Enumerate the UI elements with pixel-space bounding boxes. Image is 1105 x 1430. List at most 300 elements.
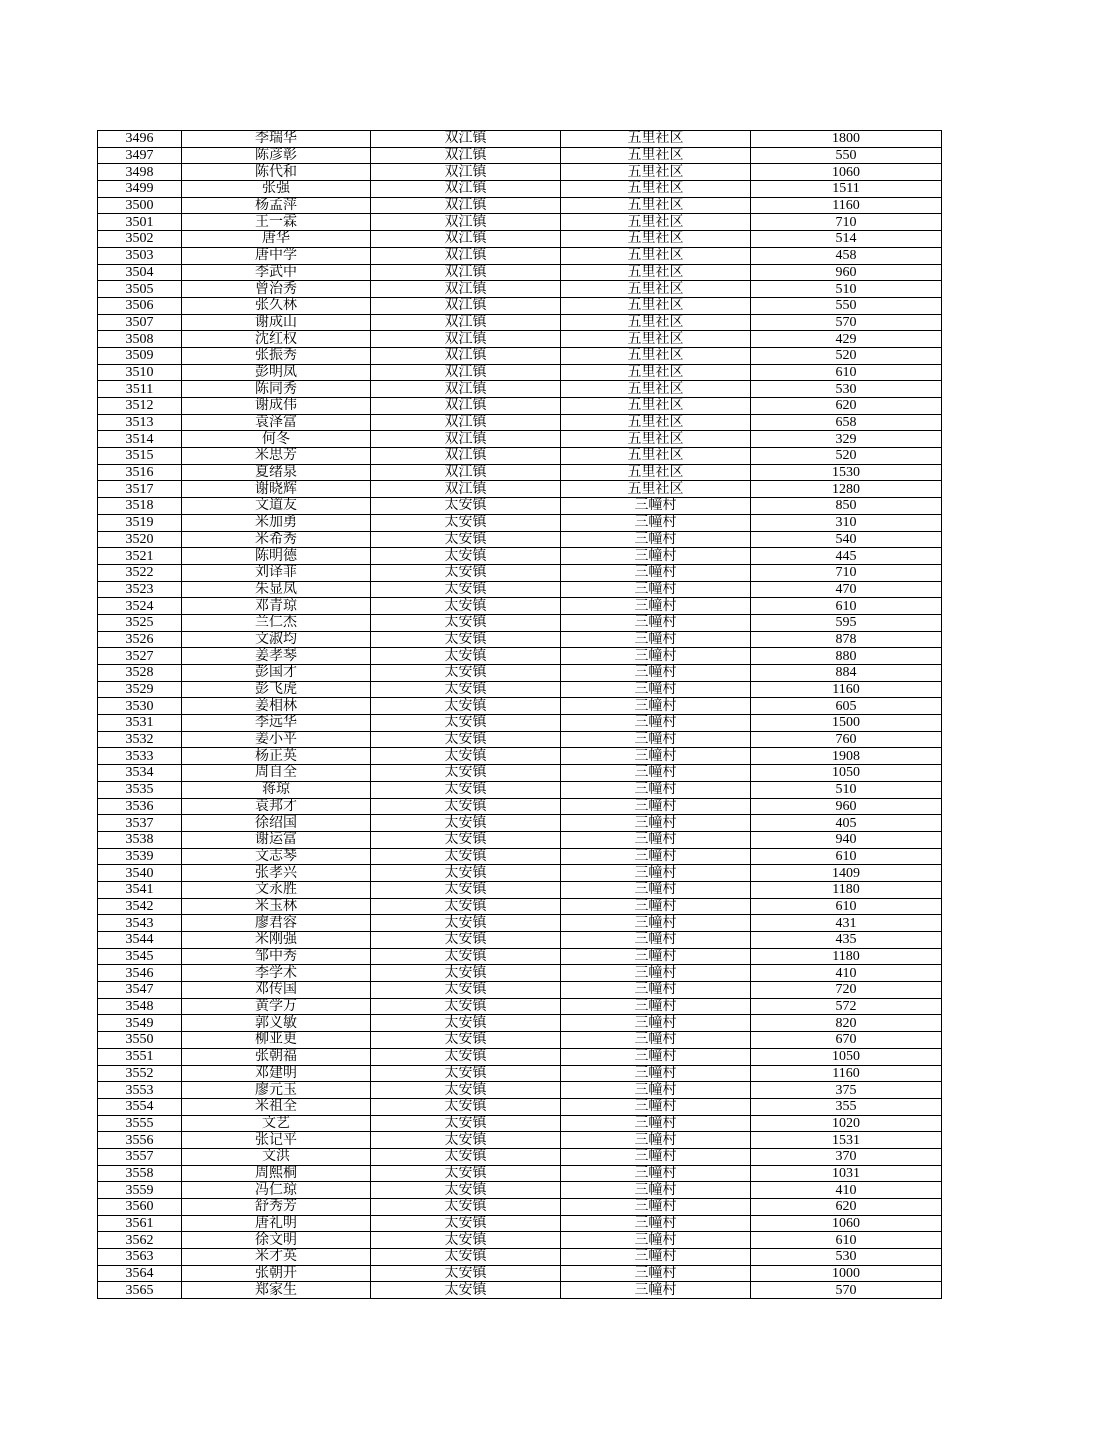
community-cell: 三幢村 <box>561 514 751 531</box>
name-cell: 张久林 <box>182 297 371 314</box>
community-cell: 五里社区 <box>561 231 751 248</box>
table-row <box>98 1249 942 1266</box>
community-cell: 三幢村 <box>561 765 751 782</box>
town-cell: 双江镇 <box>371 247 561 264</box>
amount-cell: 610 <box>751 598 942 615</box>
name-cell: 米思芳 <box>182 448 371 465</box>
amount-cell: 410 <box>751 1182 942 1199</box>
row-number-cell: 3509 <box>98 347 182 364</box>
table-row <box>98 481 942 498</box>
town-cell: 太安镇 <box>371 1032 561 1049</box>
community-cell: 五里社区 <box>561 264 751 281</box>
community-cell: 三幢村 <box>561 965 751 982</box>
community-cell: 三幢村 <box>561 932 751 949</box>
town-cell: 太安镇 <box>371 1065 561 1082</box>
table-row <box>98 798 942 815</box>
table-row <box>98 982 942 999</box>
data-table <box>97 130 942 1299</box>
row-number-cell: 3552 <box>98 1065 182 1082</box>
community-cell: 五里社区 <box>561 431 751 448</box>
table-row <box>98 598 942 615</box>
row-number-cell: 3561 <box>98 1215 182 1232</box>
community-cell: 五里社区 <box>561 364 751 381</box>
town-cell: 双江镇 <box>371 364 561 381</box>
name-cell: 唐华 <box>182 231 371 248</box>
town-cell: 太安镇 <box>371 998 561 1015</box>
row-number-cell: 3500 <box>98 197 182 214</box>
community-cell: 三幢村 <box>561 1032 751 1049</box>
town-cell: 双江镇 <box>371 197 561 214</box>
community-cell: 三幢村 <box>561 715 751 732</box>
town-cell: 太安镇 <box>371 564 561 581</box>
table-body <box>98 131 942 1299</box>
community-cell: 三幢村 <box>561 881 751 898</box>
row-number-cell: 3529 <box>98 681 182 698</box>
community-cell: 三幢村 <box>561 598 751 615</box>
community-cell: 三幢村 <box>561 498 751 515</box>
name-cell: 蒋琼 <box>182 781 371 798</box>
row-number-cell: 3527 <box>98 648 182 665</box>
town-cell: 太安镇 <box>371 898 561 915</box>
row-number-cell: 3515 <box>98 448 182 465</box>
table-row <box>98 848 942 865</box>
amount-cell: 760 <box>751 731 942 748</box>
community-cell: 三幢村 <box>561 865 751 882</box>
name-cell: 邹中秀 <box>182 948 371 965</box>
town-cell: 太安镇 <box>371 498 561 515</box>
amount-cell: 429 <box>751 331 942 348</box>
name-cell: 姜相林 <box>182 698 371 715</box>
amount-cell: 878 <box>751 631 942 648</box>
town-cell: 双江镇 <box>371 398 561 415</box>
community-cell: 三幢村 <box>561 1148 751 1165</box>
name-cell: 李学术 <box>182 965 371 982</box>
table-row <box>98 631 942 648</box>
name-cell: 米希秀 <box>182 531 371 548</box>
amount-cell: 1531 <box>751 1132 942 1149</box>
amount-cell: 595 <box>751 614 942 631</box>
row-number-cell: 3528 <box>98 665 182 682</box>
community-cell: 三幢村 <box>561 1215 751 1232</box>
name-cell: 柳亚更 <box>182 1032 371 1049</box>
community-cell: 三幢村 <box>561 1115 751 1132</box>
table-row <box>98 781 942 798</box>
amount-cell: 1160 <box>751 197 942 214</box>
row-number-cell: 3532 <box>98 731 182 748</box>
community-cell: 五里社区 <box>561 347 751 364</box>
amount-cell: 550 <box>751 297 942 314</box>
town-cell: 太安镇 <box>371 982 561 999</box>
name-cell: 李瑞华 <box>182 131 371 148</box>
amount-cell: 329 <box>751 431 942 448</box>
row-number-cell: 3555 <box>98 1115 182 1132</box>
table-row <box>98 1032 942 1049</box>
name-cell: 曾治秀 <box>182 281 371 298</box>
row-number-cell: 3546 <box>98 965 182 982</box>
town-cell: 太安镇 <box>371 1098 561 1115</box>
community-cell: 三幢村 <box>561 1265 751 1282</box>
town-cell: 双江镇 <box>371 347 561 364</box>
community-cell: 三幢村 <box>561 1082 751 1099</box>
table-row <box>98 464 942 481</box>
name-cell: 米才英 <box>182 1249 371 1266</box>
row-number-cell: 3501 <box>98 214 182 231</box>
community-cell: 三幢村 <box>561 915 751 932</box>
table-row <box>98 564 942 581</box>
town-cell: 双江镇 <box>371 214 561 231</box>
row-number-cell: 3562 <box>98 1232 182 1249</box>
amount-cell: 458 <box>751 247 942 264</box>
community-cell: 三幢村 <box>561 614 751 631</box>
row-number-cell: 3514 <box>98 431 182 448</box>
table-row <box>98 531 942 548</box>
town-cell: 太安镇 <box>371 631 561 648</box>
name-cell: 文道友 <box>182 498 371 515</box>
name-cell: 文淑均 <box>182 631 371 648</box>
row-number-cell: 3496 <box>98 131 182 148</box>
row-number-cell: 3556 <box>98 1132 182 1149</box>
amount-cell: 1280 <box>751 481 942 498</box>
name-cell: 张振秀 <box>182 347 371 364</box>
table-row <box>98 214 942 231</box>
community-cell: 三幢村 <box>561 948 751 965</box>
town-cell: 太安镇 <box>371 1148 561 1165</box>
town-cell: 双江镇 <box>371 464 561 481</box>
amount-cell: 310 <box>751 514 942 531</box>
row-number-cell: 3559 <box>98 1182 182 1199</box>
name-cell: 徐文明 <box>182 1232 371 1249</box>
amount-cell: 658 <box>751 414 942 431</box>
row-number-cell: 3560 <box>98 1199 182 1216</box>
name-cell: 袁邦才 <box>182 798 371 815</box>
community-cell: 三幢村 <box>561 1182 751 1199</box>
name-cell: 张朝福 <box>182 1048 371 1065</box>
amount-cell: 572 <box>751 998 942 1015</box>
table-row <box>98 231 942 248</box>
table-row <box>98 748 942 765</box>
table-row <box>98 881 942 898</box>
town-cell: 太安镇 <box>371 1015 561 1032</box>
community-cell: 五里社区 <box>561 214 751 231</box>
name-cell: 沈红权 <box>182 331 371 348</box>
community-cell: 三幢村 <box>561 1048 751 1065</box>
table-row <box>98 865 942 882</box>
name-cell: 邓青琼 <box>182 598 371 615</box>
table-row <box>98 514 942 531</box>
amount-cell: 605 <box>751 698 942 715</box>
amount-cell: 1180 <box>751 881 942 898</box>
town-cell: 太安镇 <box>371 1115 561 1132</box>
table-row <box>98 1165 942 1182</box>
table-row <box>98 698 942 715</box>
table-row <box>98 965 942 982</box>
table-row <box>98 347 942 364</box>
table-row <box>98 831 942 848</box>
community-cell: 五里社区 <box>561 164 751 181</box>
community-cell: 三幢村 <box>561 848 751 865</box>
table-row <box>98 1182 942 1199</box>
town-cell: 双江镇 <box>371 414 561 431</box>
amount-cell: 405 <box>751 815 942 832</box>
table-row <box>98 932 942 949</box>
town-cell: 太安镇 <box>371 648 561 665</box>
amount-cell: 1050 <box>751 1048 942 1065</box>
row-number-cell: 3564 <box>98 1265 182 1282</box>
name-cell: 郑家生 <box>182 1282 371 1299</box>
community-cell: 五里社区 <box>561 247 751 264</box>
town-cell: 太安镇 <box>371 1282 561 1299</box>
name-cell: 唐礼明 <box>182 1215 371 1232</box>
row-number-cell: 3508 <box>98 331 182 348</box>
row-number-cell: 3511 <box>98 381 182 398</box>
row-number-cell: 3547 <box>98 982 182 999</box>
community-cell: 三幢村 <box>561 998 751 1015</box>
row-number-cell: 3545 <box>98 948 182 965</box>
table-row <box>98 264 942 281</box>
amount-cell: 445 <box>751 548 942 565</box>
amount-cell: 710 <box>751 214 942 231</box>
town-cell: 太安镇 <box>371 698 561 715</box>
table-row <box>98 247 942 264</box>
name-cell: 张朝开 <box>182 1265 371 1282</box>
community-cell: 五里社区 <box>561 181 751 198</box>
community-cell: 五里社区 <box>561 131 751 148</box>
name-cell: 陈代和 <box>182 164 371 181</box>
amount-cell: 1530 <box>751 464 942 481</box>
amount-cell: 1060 <box>751 164 942 181</box>
table-row <box>98 398 942 415</box>
town-cell: 太安镇 <box>371 1265 561 1282</box>
town-cell: 太安镇 <box>371 681 561 698</box>
town-cell: 太安镇 <box>371 548 561 565</box>
town-cell: 太安镇 <box>371 798 561 815</box>
row-number-cell: 3550 <box>98 1032 182 1049</box>
town-cell: 太安镇 <box>371 1082 561 1099</box>
row-number-cell: 3519 <box>98 514 182 531</box>
amount-cell: 530 <box>751 381 942 398</box>
name-cell: 陈彦彰 <box>182 147 371 164</box>
community-cell: 三幢村 <box>561 898 751 915</box>
amount-cell: 620 <box>751 1199 942 1216</box>
name-cell: 廖元玉 <box>182 1082 371 1099</box>
table-row <box>98 715 942 732</box>
town-cell: 太安镇 <box>371 614 561 631</box>
town-cell: 太安镇 <box>371 1165 561 1182</box>
community-cell: 三幢村 <box>561 1165 751 1182</box>
amount-cell: 1500 <box>751 715 942 732</box>
town-cell: 太安镇 <box>371 781 561 798</box>
name-cell: 杨正英 <box>182 748 371 765</box>
community-cell: 三幢村 <box>561 665 751 682</box>
town-cell: 太安镇 <box>371 965 561 982</box>
name-cell: 黄学万 <box>182 998 371 1015</box>
table-row <box>98 448 942 465</box>
row-number-cell: 3516 <box>98 464 182 481</box>
name-cell: 周熙桐 <box>182 1165 371 1182</box>
name-cell: 谢成伟 <box>182 398 371 415</box>
town-cell: 太安镇 <box>371 731 561 748</box>
amount-cell: 610 <box>751 848 942 865</box>
community-cell: 三幢村 <box>561 781 751 798</box>
name-cell: 姜孝琴 <box>182 648 371 665</box>
row-number-cell: 3554 <box>98 1098 182 1115</box>
table-row <box>98 314 942 331</box>
community-cell: 三幢村 <box>561 731 751 748</box>
table-row <box>98 1115 942 1132</box>
amount-cell: 550 <box>751 147 942 164</box>
row-number-cell: 3549 <box>98 1015 182 1032</box>
name-cell: 文永胜 <box>182 881 371 898</box>
community-cell: 三幢村 <box>561 1015 751 1032</box>
community-cell: 五里社区 <box>561 314 751 331</box>
table-row <box>98 1132 942 1149</box>
row-number-cell: 3525 <box>98 614 182 631</box>
amount-cell: 375 <box>751 1082 942 1099</box>
table-row <box>98 915 942 932</box>
row-number-cell: 3506 <box>98 297 182 314</box>
name-cell: 文志琴 <box>182 848 371 865</box>
name-cell: 姜小平 <box>182 731 371 748</box>
community-cell: 五里社区 <box>561 464 751 481</box>
amount-cell: 710 <box>751 564 942 581</box>
table-row <box>98 1282 942 1299</box>
name-cell: 李武中 <box>182 264 371 281</box>
community-cell: 五里社区 <box>561 448 751 465</box>
town-cell: 双江镇 <box>371 314 561 331</box>
town-cell: 太安镇 <box>371 665 561 682</box>
table-row <box>98 147 942 164</box>
town-cell: 太安镇 <box>371 865 561 882</box>
name-cell: 郭义敏 <box>182 1015 371 1032</box>
town-cell: 双江镇 <box>371 297 561 314</box>
amount-cell: 1000 <box>751 1265 942 1282</box>
table-row <box>98 131 942 148</box>
row-number-cell: 3540 <box>98 865 182 882</box>
community-cell: 三幢村 <box>561 748 751 765</box>
town-cell: 双江镇 <box>371 431 561 448</box>
amount-cell: 570 <box>751 1282 942 1299</box>
name-cell: 谢运富 <box>182 831 371 848</box>
amount-cell: 610 <box>751 364 942 381</box>
name-cell: 唐中学 <box>182 247 371 264</box>
name-cell: 米加勇 <box>182 514 371 531</box>
amount-cell: 610 <box>751 1232 942 1249</box>
row-number-cell: 3544 <box>98 932 182 949</box>
table-row <box>98 648 942 665</box>
town-cell: 太安镇 <box>371 581 561 598</box>
community-cell: 三幢村 <box>561 1065 751 1082</box>
amount-cell: 470 <box>751 581 942 598</box>
row-number-cell: 3539 <box>98 848 182 865</box>
name-cell: 王一霖 <box>182 214 371 231</box>
amount-cell: 880 <box>751 648 942 665</box>
name-cell: 张记平 <box>182 1132 371 1149</box>
name-cell: 李远华 <box>182 715 371 732</box>
name-cell: 文洪 <box>182 1148 371 1165</box>
town-cell: 太安镇 <box>371 915 561 932</box>
amount-cell: 670 <box>751 1032 942 1049</box>
town-cell: 太安镇 <box>371 1182 561 1199</box>
amount-cell: 1160 <box>751 681 942 698</box>
town-cell: 太安镇 <box>371 948 561 965</box>
name-cell: 袁泽富 <box>182 414 371 431</box>
community-cell: 三幢村 <box>561 581 751 598</box>
name-cell: 米祖全 <box>182 1098 371 1115</box>
name-cell: 徐绍国 <box>182 815 371 832</box>
row-number-cell: 3522 <box>98 564 182 581</box>
table-row <box>98 1215 942 1232</box>
name-cell: 冯仁琼 <box>182 1182 371 1199</box>
row-number-cell: 3497 <box>98 147 182 164</box>
amount-cell: 820 <box>751 1015 942 1032</box>
amount-cell: 960 <box>751 264 942 281</box>
amount-cell: 1020 <box>751 1115 942 1132</box>
row-number-cell: 3541 <box>98 881 182 898</box>
table-row <box>98 665 942 682</box>
name-cell: 陈明德 <box>182 548 371 565</box>
row-number-cell: 3538 <box>98 831 182 848</box>
table-row <box>98 948 942 965</box>
name-cell: 邓建明 <box>182 1065 371 1082</box>
name-cell: 文艺 <box>182 1115 371 1132</box>
row-number-cell: 3533 <box>98 748 182 765</box>
amount-cell: 520 <box>751 448 942 465</box>
community-cell: 三幢村 <box>561 548 751 565</box>
community-cell: 五里社区 <box>561 414 751 431</box>
table-row <box>98 297 942 314</box>
amount-cell: 620 <box>751 398 942 415</box>
community-cell: 三幢村 <box>561 831 751 848</box>
town-cell: 双江镇 <box>371 281 561 298</box>
table-row <box>98 898 942 915</box>
name-cell: 邓传国 <box>182 982 371 999</box>
row-number-cell: 3530 <box>98 698 182 715</box>
name-cell: 谢成山 <box>182 314 371 331</box>
town-cell: 太安镇 <box>371 848 561 865</box>
table-row <box>98 498 942 515</box>
community-cell: 三幢村 <box>561 1199 751 1216</box>
community-cell: 五里社区 <box>561 398 751 415</box>
name-cell: 米玉林 <box>182 898 371 915</box>
town-cell: 太安镇 <box>371 1215 561 1232</box>
name-cell: 张强 <box>182 181 371 198</box>
amount-cell: 884 <box>751 665 942 682</box>
amount-cell: 410 <box>751 965 942 982</box>
row-number-cell: 3520 <box>98 531 182 548</box>
row-number-cell: 3542 <box>98 898 182 915</box>
row-number-cell: 3558 <box>98 1165 182 1182</box>
name-cell: 兰仁杰 <box>182 614 371 631</box>
table-row <box>98 281 942 298</box>
amount-cell: 1908 <box>751 748 942 765</box>
amount-cell: 514 <box>751 231 942 248</box>
table-row <box>98 1148 942 1165</box>
community-cell: 三幢村 <box>561 982 751 999</box>
town-cell: 太安镇 <box>371 715 561 732</box>
town-cell: 双江镇 <box>371 381 561 398</box>
row-number-cell: 3531 <box>98 715 182 732</box>
community-cell: 五里社区 <box>561 331 751 348</box>
town-cell: 太安镇 <box>371 598 561 615</box>
town-cell: 双江镇 <box>371 331 561 348</box>
town-cell: 太安镇 <box>371 1249 561 1266</box>
amount-cell: 610 <box>751 898 942 915</box>
row-number-cell: 3536 <box>98 798 182 815</box>
table-row <box>98 197 942 214</box>
name-cell: 刘译菲 <box>182 564 371 581</box>
row-number-cell: 3513 <box>98 414 182 431</box>
table-row <box>98 815 942 832</box>
